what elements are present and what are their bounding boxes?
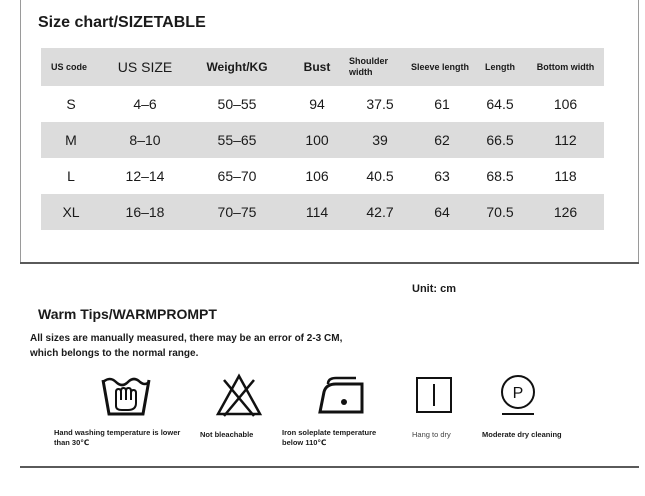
header-bust: Bust bbox=[303, 60, 331, 74]
header-us-code: US code bbox=[51, 61, 88, 72]
table-cell: 55–65 bbox=[217, 132, 257, 148]
table-cell: 126 bbox=[553, 204, 578, 220]
page-title: Size chart/SIZETABLE bbox=[38, 14, 206, 31]
table-cell: 100 bbox=[305, 132, 329, 148]
dry-clean-label: Moderate dry cleaning bbox=[482, 430, 562, 439]
frame-left-line bbox=[20, 0, 21, 262]
header-sleeve-length: Sleeve length bbox=[411, 61, 470, 72]
table-cell: 50–55 bbox=[217, 96, 257, 112]
no-bleach-label: Not bleachable bbox=[200, 430, 254, 439]
unit-label: Unit: cm bbox=[412, 283, 456, 295]
table-cell: 63 bbox=[434, 168, 450, 184]
hand-wash-label: Hand washing temperature is lower than 30℃ bbox=[54, 428, 181, 447]
table-cell: L bbox=[67, 168, 75, 184]
table-cell: 70.5 bbox=[486, 204, 514, 220]
table-cell: 106 bbox=[553, 96, 578, 112]
table-cell: S bbox=[66, 96, 76, 112]
dry-clean-icon bbox=[496, 370, 540, 420]
frame-right-line bbox=[638, 0, 639, 262]
bottom-divider-line bbox=[20, 466, 639, 468]
hang-dry-icon bbox=[414, 370, 454, 420]
table-cell: 16–18 bbox=[125, 204, 165, 220]
hand-wash-icon bbox=[100, 370, 152, 420]
table-cell: 118 bbox=[554, 168, 577, 184]
table-cell: 64.5 bbox=[486, 96, 514, 112]
table-cell: 106 bbox=[305, 168, 329, 184]
table-cell: 62 bbox=[434, 132, 450, 148]
iron-label: Iron soleplate temperature below 110℃ bbox=[282, 428, 377, 447]
header-weight: Weight/KG bbox=[206, 60, 268, 74]
hang-dry-label: Hang to dry bbox=[412, 430, 451, 439]
table-row bbox=[41, 86, 604, 122]
header-length: Length bbox=[485, 62, 515, 72]
table-cell: 64 bbox=[434, 204, 450, 220]
header-us-size: US SIZE bbox=[117, 59, 173, 75]
table-cell: 66.5 bbox=[486, 132, 514, 148]
svg-text:P: P bbox=[512, 385, 524, 402]
table-cell: 65–70 bbox=[217, 168, 257, 184]
table-cell: 70–75 bbox=[217, 204, 257, 220]
iron-icon bbox=[314, 370, 368, 420]
no-bleach-icon bbox=[214, 370, 264, 420]
table-cell: 8–10 bbox=[129, 132, 161, 148]
table-cell: 61 bbox=[434, 96, 450, 112]
table-cell: XL bbox=[62, 204, 80, 220]
divider-line bbox=[20, 262, 639, 264]
table-cell: 114 bbox=[305, 204, 329, 220]
table-cell: 4–6 bbox=[133, 96, 157, 112]
table-cell: 68.5 bbox=[486, 168, 514, 184]
table-row bbox=[41, 194, 604, 230]
table-cell: 39 bbox=[372, 132, 388, 148]
table-cell: 42.7 bbox=[366, 204, 394, 220]
size-table bbox=[41, 48, 604, 230]
table-row bbox=[41, 122, 604, 158]
header-bottom-width: Bottom width bbox=[536, 62, 595, 72]
table-cell: M bbox=[65, 132, 77, 148]
table-cell: 112 bbox=[554, 132, 577, 148]
header-shoulder-width: Shoulder width bbox=[349, 56, 389, 77]
table-row bbox=[41, 158, 604, 194]
table-header-row bbox=[41, 48, 604, 86]
table-cell: 94 bbox=[309, 96, 325, 112]
tips-text: All sizes are manually measured, there may be an error of 2-3 CM, which belongs to the normal range. bbox=[30, 333, 343, 359]
table-cell: 12–14 bbox=[125, 168, 165, 184]
table-cell: 40.5 bbox=[366, 168, 394, 184]
table-cell: 37.5 bbox=[366, 96, 394, 112]
tips-title: Warm Tips/WARMPROMPT bbox=[38, 306, 217, 322]
